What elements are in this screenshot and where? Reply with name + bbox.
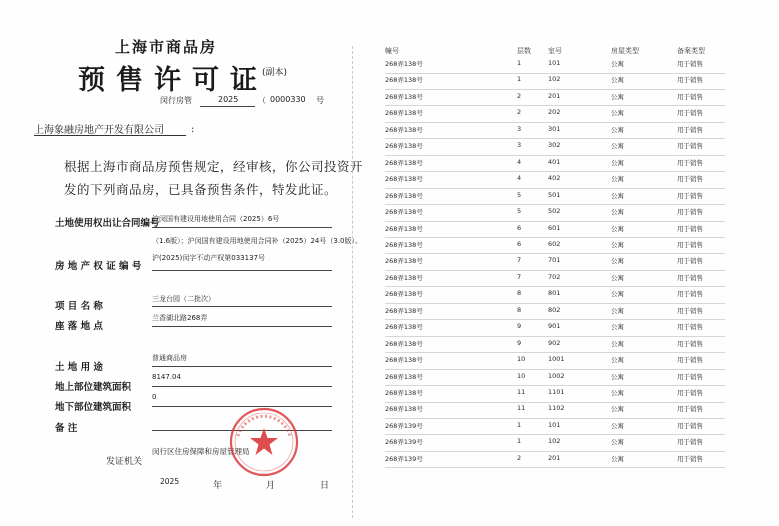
remarks-label: 备 注 [55, 423, 78, 434]
cell-house-type: 公寓 [611, 191, 624, 200]
cell-room: 802 [548, 305, 561, 314]
above-ground-area-label: 地上部位建筑面积 [55, 382, 132, 393]
cell-building: 268弄138号 [385, 306, 423, 315]
cell-house-type: 公寓 [611, 323, 624, 332]
cell-house-type: 公寓 [611, 158, 624, 167]
above-ground-area-underline [152, 386, 332, 387]
cell-house-type: 公寓 [611, 125, 624, 134]
cell-room: 1101 [548, 388, 565, 396]
cell-building: 268弄138号 [385, 323, 423, 332]
cell-floor: 5 [517, 190, 522, 199]
cell-room: 602 [548, 239, 561, 248]
cell-room: 101 [548, 420, 561, 429]
ref-suffix: 号 [316, 96, 324, 105]
city-title: 上海市商品房 [115, 38, 218, 56]
cell-filing-type: 用于销售 [677, 142, 703, 151]
cell-filing-type: 用于销售 [677, 175, 703, 184]
ref-paren: （ [258, 96, 266, 105]
table-row [385, 122, 725, 140]
cell-floor: 10 [517, 355, 526, 364]
cell-filing-type: 用于销售 [677, 421, 703, 430]
cell-filing-type: 用于销售 [677, 125, 703, 134]
cell-building: 268弄138号 [385, 125, 423, 134]
table-row [385, 155, 725, 173]
cell-building: 268弄139号 [385, 438, 423, 447]
cell-house-type: 公寓 [611, 142, 624, 151]
cell-filing-type: 用于销售 [677, 158, 703, 167]
property-cert-label: 房 地 产 权 证 编 号 [55, 261, 142, 272]
table-row [385, 303, 725, 321]
cell-building: 268弄138号 [385, 290, 423, 299]
permit-statement: 根据上海市商品房预售规定，经审核，你公司投资开发的下列商品房，已具备预售条件，特发此证。 [64, 159, 364, 197]
above-ground-area-value: 8147.04 [152, 373, 181, 381]
cell-building: 268弄138号 [385, 224, 423, 233]
cell-building: 268弄138号 [385, 273, 423, 282]
cell-filing-type: 用于销售 [677, 389, 703, 397]
below-ground-area-value: 0 [152, 393, 157, 401]
cell-building: 268弄138号 [385, 257, 423, 266]
cell-filing-type: 用于销售 [677, 356, 703, 365]
project-name-value: 三龙台园（二批次） [152, 295, 215, 303]
cell-building: 268弄138号 [385, 60, 423, 68]
cell-building: 268弄138号 [385, 389, 423, 397]
table-row [385, 221, 725, 239]
table-row [385, 270, 725, 288]
cell-house-type: 公寓 [611, 224, 624, 233]
cell-floor: 1 [517, 420, 522, 429]
cell-room: 501 [548, 190, 561, 199]
cell-filing-type: 用于销售 [677, 323, 703, 332]
cell-building: 268弄138号 [385, 339, 423, 348]
cell-building: 268弄138号 [385, 405, 423, 414]
cell-floor: 7 [517, 256, 522, 265]
cell-building: 268弄139号 [385, 421, 423, 430]
cell-floor: 6 [517, 239, 522, 248]
cell-house-type: 公寓 [611, 389, 624, 397]
cell-filing-type: 用于销售 [677, 273, 703, 282]
cell-house-type: 公寓 [611, 405, 624, 414]
cell-floor: 8 [517, 289, 522, 298]
cell-building: 268弄138号 [385, 240, 423, 249]
cell-house-type: 公寓 [611, 257, 624, 266]
main-title: 预售许可证 [78, 65, 268, 96]
cell-floor: 3 [517, 141, 522, 150]
cell-house-type: 公寓 [611, 454, 624, 463]
cell-floor: 8 [517, 305, 522, 314]
company-colon: : [191, 124, 195, 135]
cell-building: 268弄138号 [385, 76, 423, 85]
copy-note: (副本) [262, 68, 288, 78]
land-usage-label: 土 地 用 途 [55, 362, 103, 373]
cell-building: 268弄139号 [385, 454, 423, 463]
col-header-filing-type: 备案类型 [677, 47, 705, 55]
cell-filing-type: 用于销售 [677, 454, 703, 463]
cell-room: 702 [548, 272, 561, 281]
cell-building: 268弄138号 [385, 175, 423, 184]
ref-prefix: 闵行房管 [160, 96, 192, 105]
table-row [385, 188, 725, 206]
cell-room: 901 [548, 322, 561, 331]
table-row [385, 204, 725, 222]
cell-house-type: 公寓 [611, 356, 624, 365]
table-row [385, 336, 725, 354]
cell-filing-type: 用于销售 [677, 60, 703, 68]
cell-house-type: 公寓 [611, 339, 624, 348]
cell-room: 801 [548, 289, 561, 298]
cell-house-type: 公寓 [611, 60, 624, 68]
cell-room: 402 [548, 174, 561, 183]
table-row [385, 418, 725, 436]
cell-floor: 1 [517, 75, 522, 84]
table-row [385, 401, 725, 419]
table-row [385, 138, 725, 156]
day-unit: 日 [320, 481, 330, 491]
table-row [385, 105, 725, 123]
cell-filing-type: 用于销售 [677, 191, 703, 200]
cell-house-type: 公寓 [611, 421, 624, 430]
cell-filing-type: 用于销售 [677, 76, 703, 85]
location-label: 座 落 地 点 [55, 321, 103, 332]
cell-filing-type: 用于销售 [677, 240, 703, 249]
cell-house-type: 公寓 [611, 92, 624, 101]
issuing-authority-label: 发证机关 [106, 457, 143, 467]
table-row [385, 253, 725, 271]
land-usage-value: 普通商品房 [152, 354, 187, 362]
issuing-authority-value: 闵行区住房保障和房屋管理局 [152, 447, 250, 456]
cell-room: 302 [548, 141, 561, 150]
cell-room: 902 [548, 338, 561, 347]
property-cert-value: 沪(2025)闵字不动产权第033137号 [152, 254, 265, 262]
cell-room: 502 [548, 207, 561, 216]
official-seal-icon [228, 406, 300, 478]
table-row [385, 286, 725, 304]
cell-room: 102 [548, 75, 561, 84]
cell-floor: 11 [517, 404, 526, 413]
table-row [385, 385, 725, 403]
cell-building: 268弄138号 [385, 92, 423, 101]
cell-floor: 10 [517, 371, 526, 380]
ref-underline [200, 106, 255, 107]
cell-filing-type: 用于销售 [677, 257, 703, 266]
land-contract-underline [152, 227, 332, 228]
ref-year: 2025 [218, 95, 239, 104]
cell-room: 202 [548, 108, 561, 117]
cell-floor: 5 [517, 207, 522, 216]
table-row [385, 369, 725, 387]
property-cert-underline [152, 270, 332, 271]
table-row [385, 72, 725, 90]
cell-house-type: 公寓 [611, 290, 624, 299]
cell-filing-type: 用于销售 [677, 109, 703, 118]
cell-floor: 2 [517, 91, 522, 100]
col-header-room: 室号 [548, 47, 562, 55]
cell-floor: 4 [517, 157, 522, 166]
cell-room: 102 [548, 437, 561, 446]
cell-house-type: 公寓 [611, 208, 624, 217]
table-row [385, 451, 725, 469]
land-usage-underline [152, 366, 332, 367]
cell-floor: 11 [517, 388, 526, 396]
cell-floor: 1 [517, 59, 522, 67]
col-header-house-type: 房屋类型 [611, 47, 639, 55]
cell-building: 268弄138号 [385, 208, 423, 217]
cell-house-type: 公寓 [611, 175, 624, 184]
col-header-building: 幢号 [385, 47, 399, 55]
col-header-floor: 层数 [517, 47, 531, 55]
company-name: 上海象融房地产开发有限公司 [34, 125, 164, 136]
cell-filing-type: 用于销售 [677, 290, 703, 299]
cell-filing-type: 用于销售 [677, 339, 703, 348]
cell-building: 268弄138号 [385, 158, 423, 167]
table-row [385, 319, 725, 337]
land-contract-value-1: 沪闵国有建设用地使用合同（2025）6号 [152, 215, 280, 223]
table-row [385, 56, 725, 74]
cell-room: 1001 [548, 355, 565, 364]
table-row [385, 171, 725, 189]
issue-year: 2025 [160, 477, 180, 486]
cell-house-type: 公寓 [611, 76, 624, 85]
table-row [385, 352, 725, 370]
cell-house-type: 公寓 [611, 273, 624, 282]
table-row [385, 89, 725, 107]
cell-filing-type: 用于销售 [677, 208, 703, 217]
cell-floor: 3 [517, 124, 522, 133]
cell-house-type: 公寓 [611, 109, 624, 118]
location-underline [152, 326, 332, 327]
cell-house-type: 公寓 [611, 372, 624, 381]
cell-room: 301 [548, 124, 561, 133]
cell-floor: 9 [517, 322, 522, 331]
table-row [385, 434, 725, 452]
cell-building: 268弄138号 [385, 109, 423, 118]
cell-building: 268弄138号 [385, 191, 423, 200]
project-name-underline [152, 306, 332, 307]
land-contract-label: 土地使用权出让合同编号 [55, 218, 160, 229]
cell-floor: 9 [517, 338, 522, 347]
cell-room: 201 [548, 453, 561, 462]
cell-house-type: 公寓 [611, 438, 624, 447]
cell-floor: 2 [517, 453, 522, 462]
cell-room: 401 [548, 157, 561, 166]
cell-filing-type: 用于销售 [677, 405, 703, 414]
cell-floor: 1 [517, 437, 522, 446]
cell-house-type: 公寓 [611, 306, 624, 315]
location-value: 兰香湖北路268弄 [152, 314, 208, 322]
project-name-label: 项 目 名 称 [55, 301, 103, 312]
ref-number: 0000330 [270, 95, 306, 104]
cell-room: 1002 [548, 371, 565, 380]
land-contract-value-2: （1.6版）；沪闵国有建设用地使用合同补（2025）24号（3.0版）。 [152, 237, 362, 245]
cell-room: 201 [548, 91, 561, 100]
cell-filing-type: 用于销售 [677, 92, 703, 101]
cell-filing-type: 用于销售 [677, 438, 703, 447]
cell-house-type: 公寓 [611, 240, 624, 249]
cell-floor: 2 [517, 108, 522, 117]
page-fold-divider [352, 46, 353, 518]
cell-filing-type: 用于销售 [677, 224, 703, 233]
cell-room: 601 [548, 223, 561, 232]
cell-floor: 6 [517, 223, 522, 232]
cell-building: 268弄138号 [385, 372, 423, 381]
cell-floor: 7 [517, 272, 522, 281]
cell-floor: 4 [517, 174, 522, 183]
table-row [385, 237, 725, 255]
year-unit: 年 [213, 481, 223, 491]
month-unit: 月 [266, 481, 276, 491]
cell-room: 1102 [548, 404, 565, 413]
company-underline [34, 135, 186, 136]
cell-building: 268弄138号 [385, 356, 423, 365]
cell-room: 101 [548, 59, 561, 67]
below-ground-area-label: 地下部位建筑面积 [55, 402, 132, 413]
cell-filing-type: 用于销售 [677, 306, 703, 315]
cell-room: 701 [548, 256, 561, 265]
cell-building: 268弄138号 [385, 142, 423, 151]
cell-filing-type: 用于销售 [677, 372, 703, 381]
